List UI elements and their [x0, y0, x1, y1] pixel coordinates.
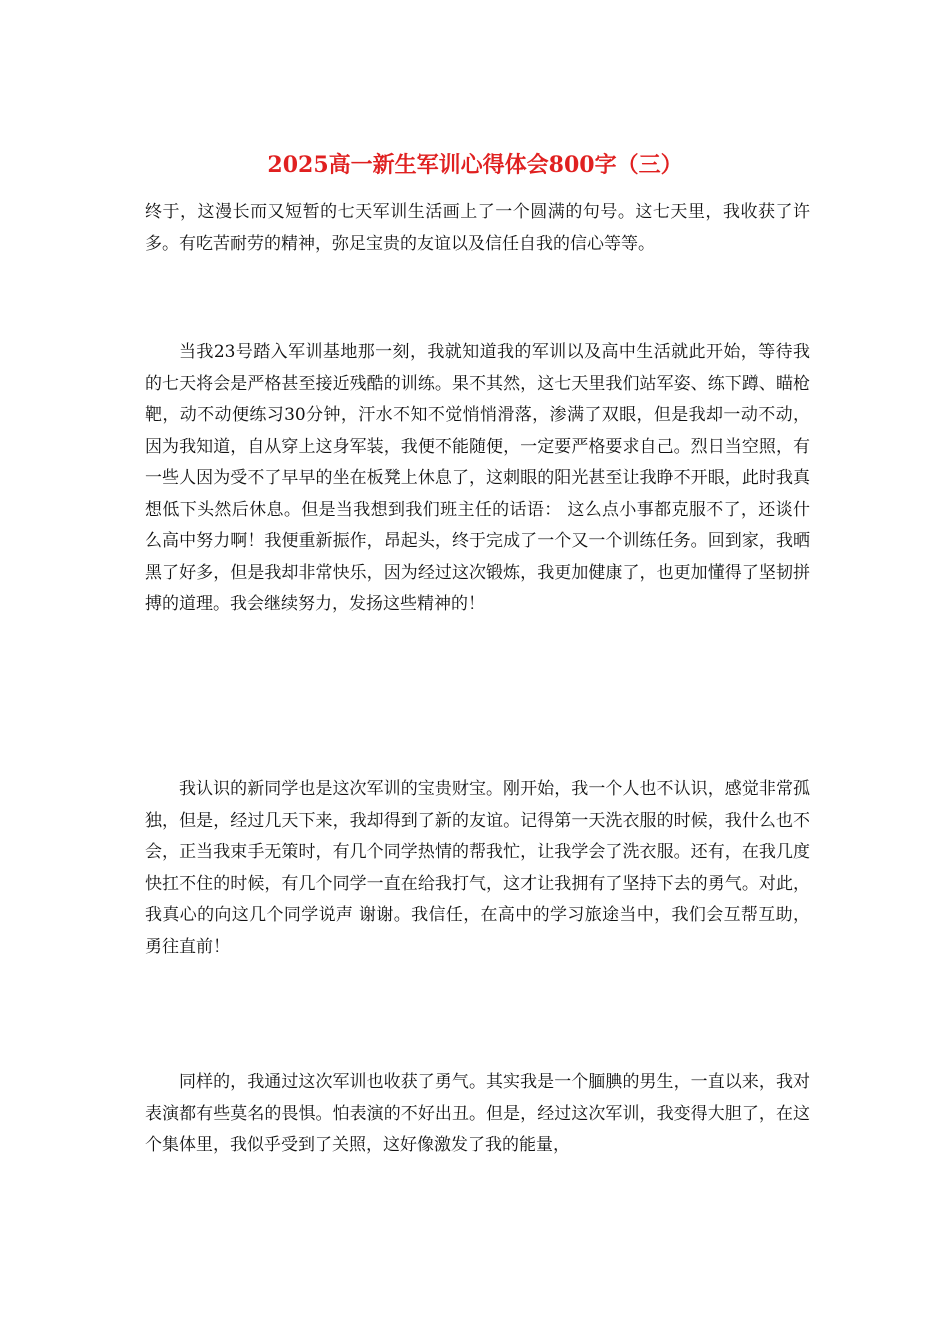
paragraph-intro: 终于，这漫长而又短暂的七天军训生活画上了一个圆满的句号。这七天里，我收获了许多。有吃苦耐劳的精神，弥足宝贵的友谊以及信任自我的信心等等。: [145, 202, 810, 254]
paragraph-courage: 同样的，我通过这次军训也收获了勇气。其实我是一个腼腆的男生，一直以来，我对表演都有些莫名的畏惧。怕表演的不好出丑。但是，经过这次军训，我变得大胆了，在这个集体里，我似乎受到了关照，这好像激发了我的能量，: [145, 1072, 810, 1155]
paragraph-training: 当我23号踏入军训基地那一刻，我就知道我的军训以及高中生活就此开始，等待我的七天将会是严格甚至接近残酷的训练。果不其然，这七天里我们站军姿、练下蹲、瞄枪靶，动不动便练习30分钟，汗水不知不觉悄悄滑落，渗满了双眼，但是我却一动不动，因为我知道，自从穿上这身军装，我便不能随便，一定要严格要求自己。烈日当空照，有一些人因为受不了早早的坐在板凳上休息了，这刺眼的阳光甚至让我睁不开眼，此时我真想低下头然后休息。但是当我想到我们班主任的话语： 这么点小事都克服不了，还谈什么高中努力啊！我便重新振作，昂起头，终于完成了一个又一个训练任务。回到家，我晒黑了好多，但是我却非常快乐，因为经过这次锻炼，我更加健康了，也更加懂得了坚韧拼搏的道理。我会继续努力，发扬这些精神的！: [145, 342, 810, 614]
paragraph-friendship: 我认识的新同学也是这次军训的宝贵财宝。刚开始，我一个人也不认识，感觉非常孤独，但是，经过几天下来，我却得到了新的友谊。记得第一天洗衣服的时候，我什么也不会，正当我束手无策时，有几个同学热情的帮我忙，让我学会了洗衣服。还有，在我几度快扛不住的时候，有几个同学一直在给我打气，这才让我拥有了坚持下去的勇气。对此，我真心的向这几个同学说声 谢谢。我信任，在高中的学习旅途当中，我们会互帮互助，勇往直前！: [145, 779, 810, 957]
document-title: 2025高一新生军训心得体会800字（三）: [267, 152, 683, 178]
